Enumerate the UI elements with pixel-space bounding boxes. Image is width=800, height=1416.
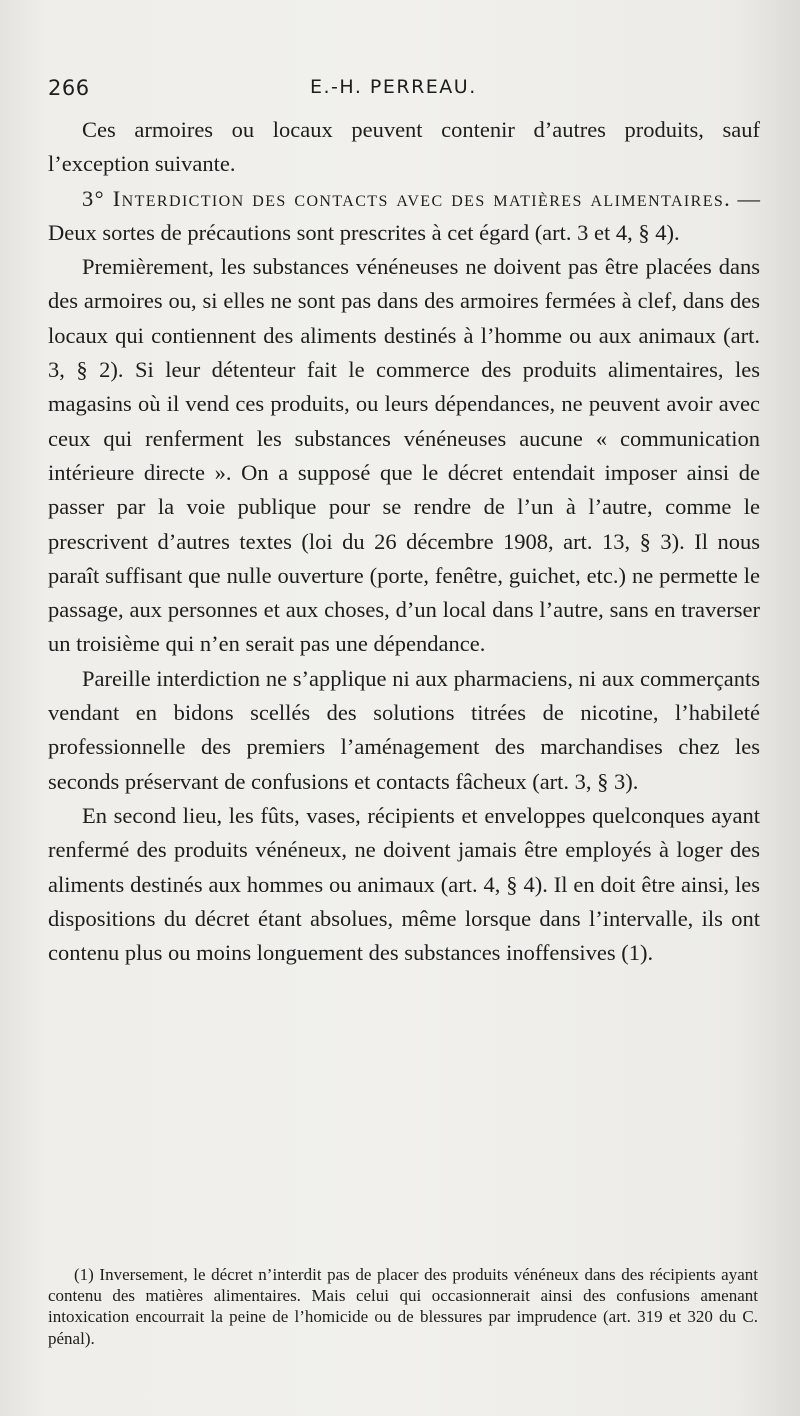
paragraph-text: Ces armoires ou locaux peuvent contenir d’autres produits, sauf l’exception suivante.	[48, 117, 760, 177]
page-header	[48, 76, 748, 116]
page-number: 266	[48, 76, 90, 100]
paragraph	[48, 799, 760, 970]
running-head: E.-H. PERREAU.	[310, 76, 477, 98]
body-text	[48, 113, 760, 970]
paragraph-text: En second lieu, les fûts, vases, récipients et enveloppes quelconques ayant renfermé des produits vénéneux, ne doivent jamais être employés à loger des aliments destinés aux hommes ou animaux (art. 4, § 4). Il en doit être ainsi, les dispositions du décret étant absolues, même lorsque dans l’intervalle, ils ont contenu plus ou moins longuement des substances inoffensives (1).	[48, 802, 760, 966]
paragraph-text: Premièrement, les substances vénéneuses ne doivent pas être placées dans des armoires ou, si elles ne sont pas dans des armoires fermées à clef, dans des locaux qui contiennent des aliments destinés à l’homme ou aux animaux (art. 3, § 2). Si leur détenteur fait le commerce des produits alimentaires, les magasins où il vend ces produits, ou leurs dépendances, ne peuvent avoir avec ceux qui renferment les substances vénéneuses aucune « communication intérieure directe ». On a supposé que le décret entendait imposer ainsi de passer par la voie publique pour se rendre de l’un à l’autre, comme le prescrivent d’autres textes (loi du 26 décembre 1908, art. 13, § 3). Il nous paraît suffisant que nulle ouverture (porte, fenêtre, guichet, etc.) ne permette le passage, aux personnes et aux choses, d’un local dans l’autre, sans en traverser un troisième qui n’en serait pas une dépendance.	[48, 254, 760, 657]
paragraph	[48, 113, 760, 182]
footnote	[48, 1264, 758, 1349]
section-heading: 3° Interdiction des contacts avec des matières alimentaires.	[82, 185, 732, 211]
footnote-text: (1) Inversement, le décret n’interdit pas de placer des produits vénéneux dans des récipients ayant contenu des matières alimentaires. Mais celui qui occasionnerait ainsi des confusions amenant intoxication encourrait la peine de l’homicide ou de blessures par imprudence (art. 319 et 320 du C. pénal).	[48, 1265, 758, 1348]
paragraph-text: Pareille interdiction ne s’applique ni aux pharmaciens, ni aux commerçants vendant en bidons scellés des solutions titrées de nicotine, l’habileté professionnelle des premiers l’aménagement des marchandises chez les seconds préservant de confusions et contacts fâcheux (art. 3, § 3).	[48, 665, 760, 794]
footnotes	[48, 1264, 758, 1349]
paragraph-text: — Deux sortes de précautions sont prescrites à cet égard (art. 3 et 4, § 4).	[48, 185, 760, 245]
paragraph	[48, 662, 760, 799]
paragraph	[48, 250, 760, 662]
section-paragraph	[48, 182, 760, 251]
